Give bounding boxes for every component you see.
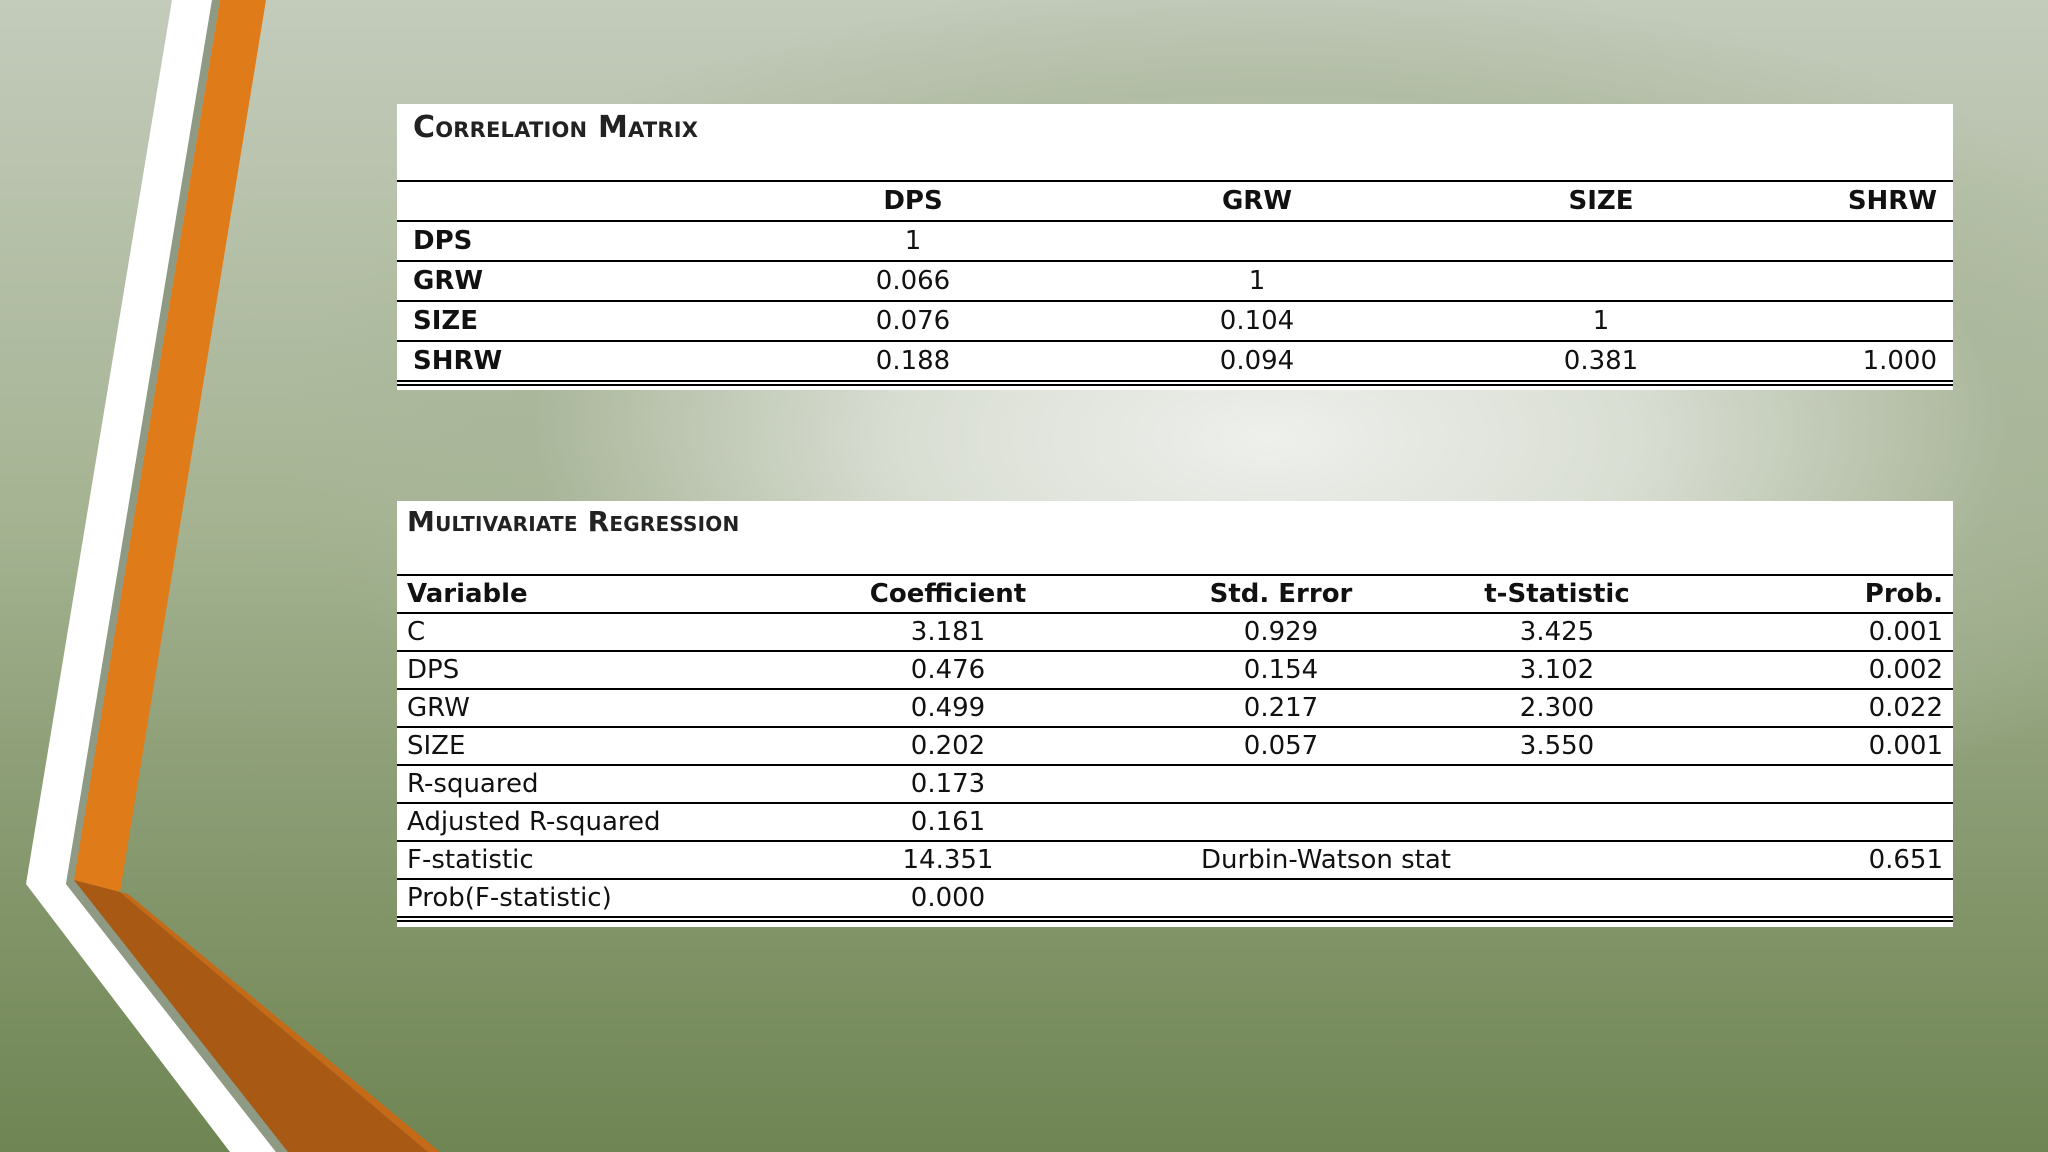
table-row (397, 803, 1953, 841)
cell-value: 1 (1592, 306, 1610, 336)
cell-value: 0.173 (910, 769, 986, 799)
cell-value (1429, 221, 1773, 261)
row-label: GRW (407, 693, 470, 723)
cell-value (1157, 879, 1405, 919)
cell-value (1085, 221, 1429, 261)
row-label: SHRW (413, 346, 503, 376)
cell-value (1709, 879, 1953, 919)
row-label: Adjusted R-squared (407, 807, 661, 837)
correlation-header-dps: DPS (883, 186, 943, 216)
cell-value (1773, 221, 1953, 261)
correlation-header-row (397, 181, 1953, 221)
cell-value (1405, 879, 1709, 919)
cell-value: 0.094 (1219, 346, 1295, 376)
row-label: DPS (413, 226, 473, 256)
cell-value: 0.002 (1868, 655, 1943, 685)
cell-value: 0.188 (875, 346, 951, 376)
table-row (397, 689, 1953, 727)
regression-table (397, 574, 1953, 922)
table-row (397, 261, 1953, 301)
row-label: Prob(F-statistic) (407, 883, 612, 913)
table-row (397, 765, 1953, 803)
regression-title: Multivariate Regression (407, 505, 740, 538)
multivariate-regression-panel (397, 501, 1953, 927)
cell-value: 0.929 (1243, 617, 1319, 647)
cell-value: 0.000 (910, 883, 986, 913)
table-row (397, 341, 1953, 383)
cell-value: 0.217 (1243, 693, 1319, 723)
cell-value: 1 (1248, 266, 1266, 296)
row-label: DPS (407, 655, 460, 685)
cell-value: 3.181 (910, 617, 986, 647)
cell-value: 3.102 (1519, 655, 1595, 685)
row-label: GRW (413, 266, 484, 296)
correlation-header-grw: GRW (1221, 186, 1293, 216)
table-row (397, 841, 1953, 879)
cell-value (1157, 765, 1405, 803)
durbin-watson-label: Durbin-Watson stat (1201, 845, 1451, 875)
correlation-matrix-title: Correlation Matrix (413, 110, 699, 145)
table-row (397, 221, 1953, 261)
cell-value: 3.550 (1519, 731, 1595, 761)
cell-value: 0.202 (910, 731, 986, 761)
cell-value (1157, 803, 1405, 841)
table-row (397, 301, 1953, 341)
correlation-matrix-panel (397, 104, 1953, 390)
cell-value: 1.000 (1862, 346, 1937, 376)
cell-value (1709, 765, 1953, 803)
cell-value: 0.001 (1868, 617, 1943, 647)
regression-header-t-statistic: t-Statistic (1484, 579, 1630, 609)
cell-value: 14.351 (902, 845, 994, 875)
cell-value (1405, 803, 1709, 841)
correlation-header-blank (397, 181, 741, 221)
cell-value: 0.476 (910, 655, 986, 685)
correlation-header-size: SIZE (1568, 186, 1634, 216)
cell-value: 0.066 (875, 266, 951, 296)
regression-header-row (397, 575, 1953, 613)
cell-value: 0.161 (910, 807, 986, 837)
regression-header-variable: Variable (407, 579, 528, 609)
cell-value (1405, 765, 1709, 803)
cell-value (1709, 803, 1953, 841)
cell-value: 0.154 (1243, 655, 1319, 685)
row-label: C (407, 617, 426, 647)
cell-value: 0.499 (910, 693, 986, 723)
cell-value: 0.104 (1219, 306, 1295, 336)
correlation-header-shrw: SHRW (1847, 186, 1937, 216)
cell-value: 0.381 (1563, 346, 1639, 376)
cell-value (1773, 301, 1953, 341)
row-label: SIZE (413, 306, 479, 336)
table-row (397, 727, 1953, 765)
cell-value: 0.001 (1868, 731, 1943, 761)
table-row (397, 651, 1953, 689)
cell-value: 3.425 (1519, 617, 1595, 647)
cell-value (1429, 261, 1773, 301)
row-label: R-squared (407, 769, 539, 799)
cell-value: 0.651 (1868, 845, 1943, 875)
regression-header-coefficient: Coefficient (869, 579, 1027, 609)
cell-value (1773, 261, 1953, 301)
cell-value: 0.076 (875, 306, 951, 336)
regression-header-std-error: Std. Error (1209, 579, 1353, 609)
cell-value: 1 (904, 226, 922, 256)
cell-value: 0.057 (1243, 731, 1319, 761)
table-row (397, 613, 1953, 651)
regression-header-prob: Prob. (1864, 579, 1943, 609)
cell-value: 0.022 (1868, 693, 1943, 723)
row-label: F-statistic (407, 845, 534, 875)
correlation-matrix-table (397, 180, 1953, 386)
table-row (397, 879, 1953, 919)
cell-value: 2.300 (1519, 693, 1595, 723)
row-label: SIZE (407, 731, 466, 761)
